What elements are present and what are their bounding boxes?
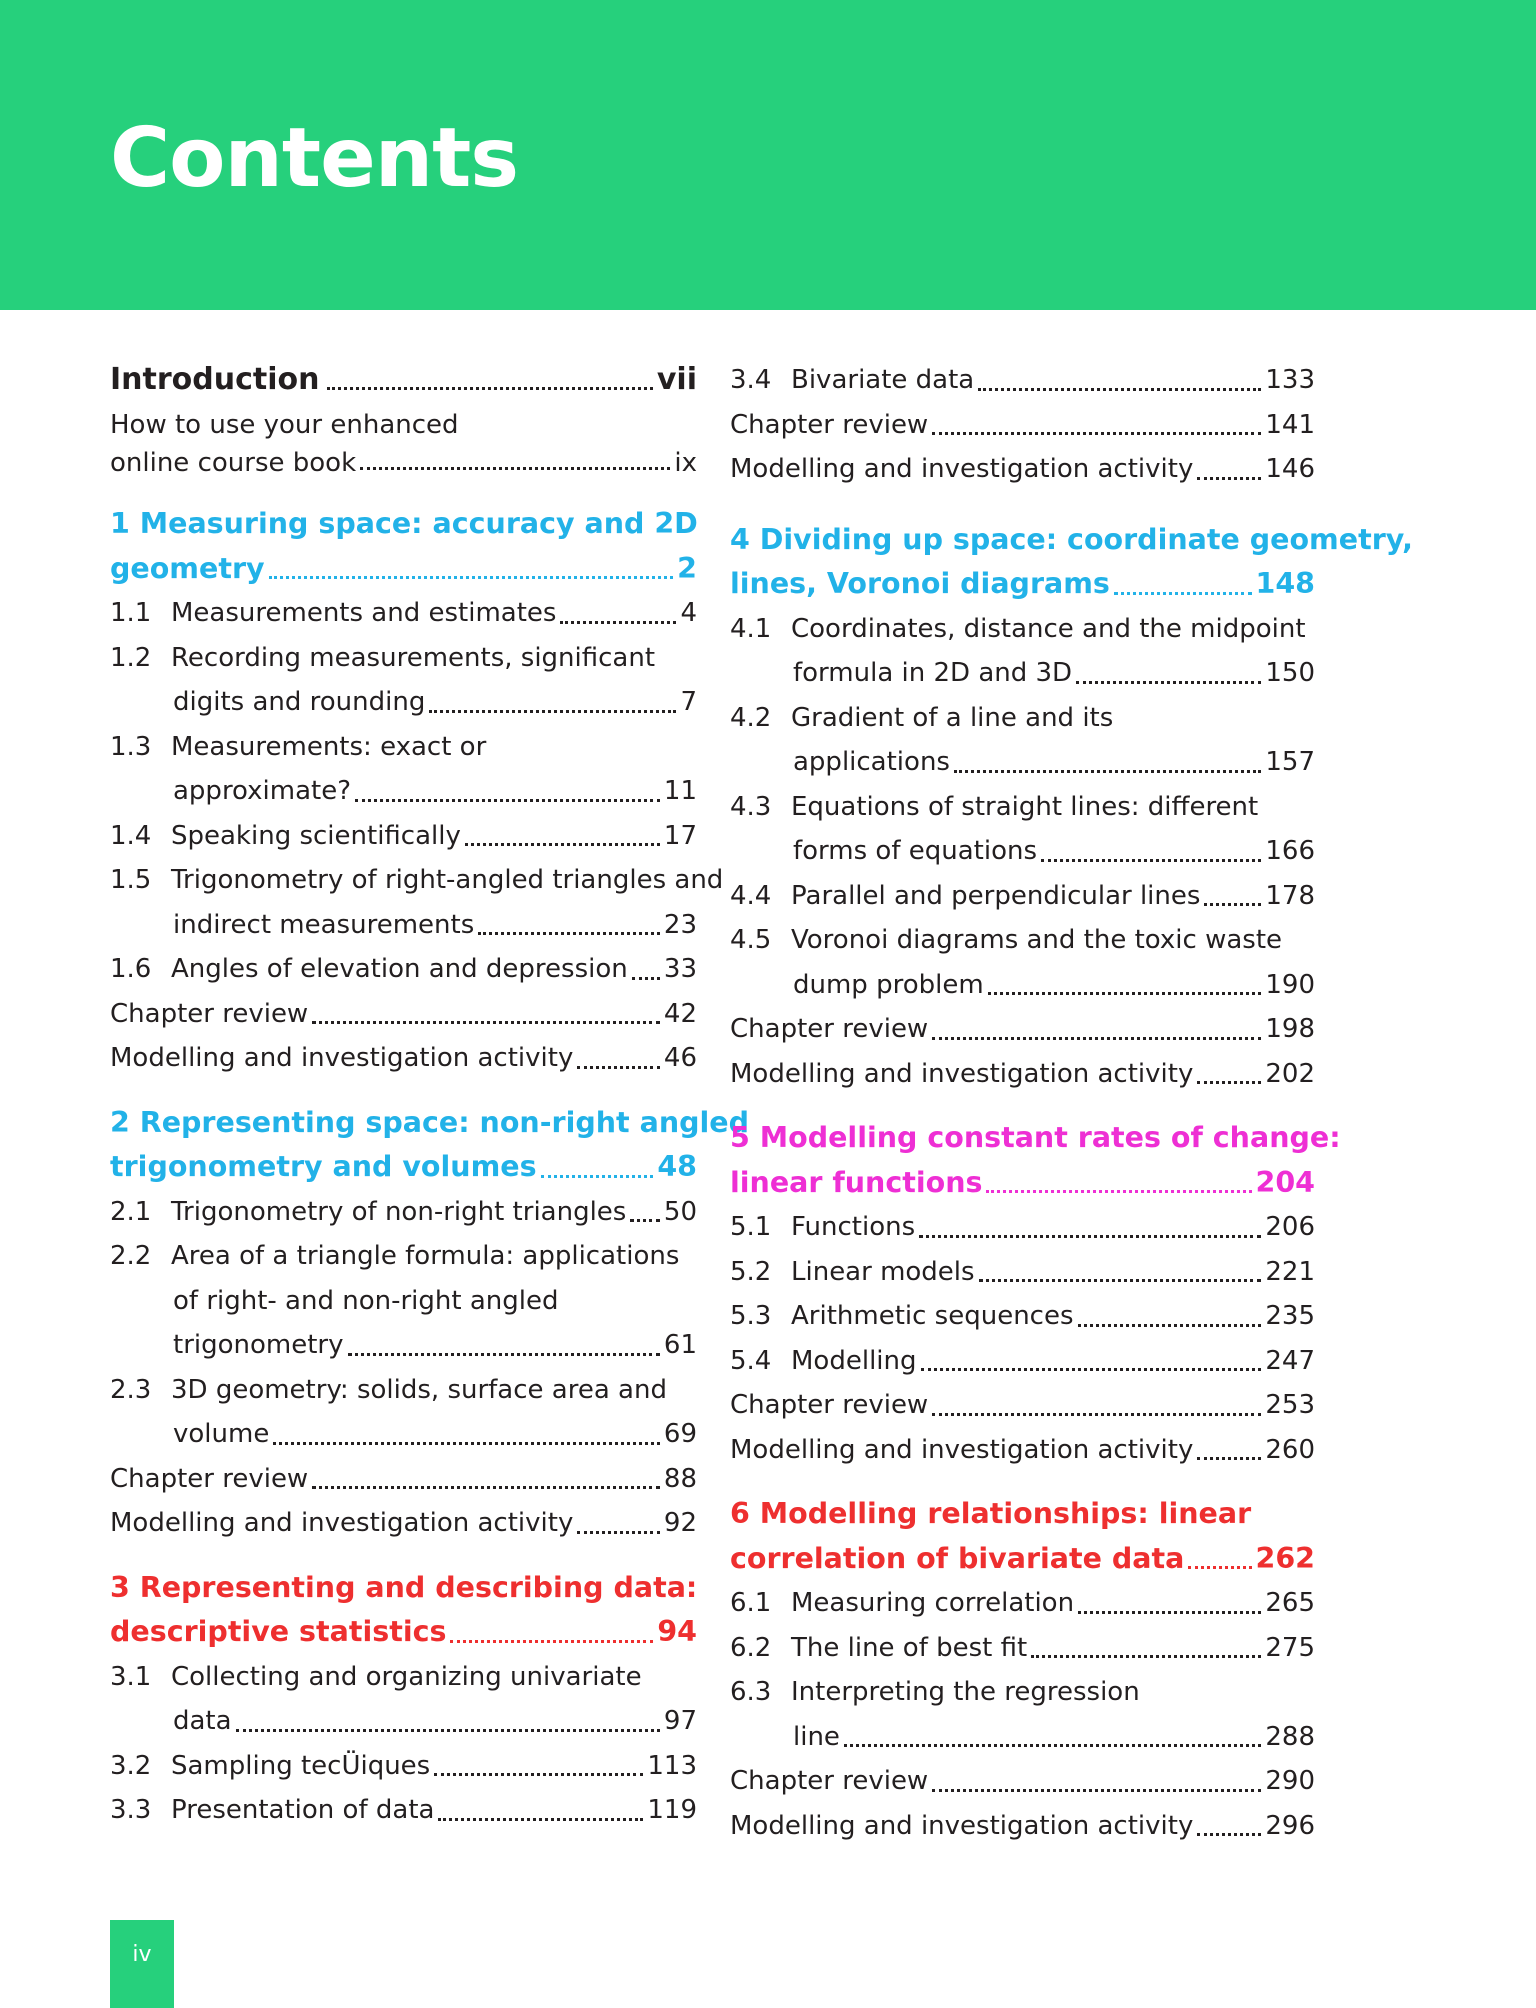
section-number: 5.2 (730, 1256, 772, 1287)
toc-entry-3-4[interactable] (730, 358, 1315, 403)
toc-entry-1-3[interactable] (110, 725, 697, 814)
leader-dots (978, 388, 1261, 391)
section-number: 5.1 (730, 1212, 772, 1242)
chapter-title-line2: geometry (110, 551, 265, 585)
leader-dots (327, 387, 652, 390)
toc-entry-chapter-5-review[interactable] (730, 1383, 1315, 1428)
section-page: 157 (1265, 747, 1315, 777)
chapter-title-line1: 3 Representing and describing data: (110, 1570, 698, 1604)
toc-entry-4-1[interactable] (730, 607, 1315, 696)
leader-dots (986, 1190, 1251, 1193)
section-page: 178 (1265, 880, 1315, 911)
toc-entry-2-3[interactable] (110, 1368, 697, 1457)
toc-entry-3-3[interactable] (110, 1788, 697, 1833)
section-number: 1.2 (110, 642, 152, 673)
section-page: 69 (663, 1419, 697, 1449)
toc-entry-chapter-5-activity[interactable] (730, 1428, 1315, 1473)
chapter-title-line1: 5 Modelling constant rates of change: (730, 1121, 1341, 1154)
section-page: 119 (647, 1795, 697, 1825)
section-number: 3.1 (110, 1661, 152, 1692)
section-page: 50 (663, 1196, 697, 1227)
leader-dots (1197, 1833, 1261, 1836)
leader-dots (360, 467, 670, 470)
section-page: 166 (1265, 836, 1315, 866)
section-label-line2: of right- and non-right angled (173, 1285, 559, 1316)
entry-label: Modelling and investigation activity (110, 1043, 574, 1073)
section-number: 6.3 (730, 1677, 772, 1707)
entry-page: 92 (663, 1508, 697, 1538)
section-label: Bivariate data (791, 365, 975, 395)
chapter-title-line2: linear functions (730, 1165, 983, 1199)
section-label-line2: dump problem (793, 969, 984, 1000)
leader-dots (1041, 859, 1261, 862)
leader-dots (429, 710, 676, 713)
section-label-line1: Equations of straight lines: different (791, 791, 1259, 822)
entry-label: Introduction (110, 362, 320, 397)
section-label-line1: Collecting and organizing univariate (171, 1661, 642, 1692)
section-number: 4.2 (730, 702, 772, 733)
chapter-2-heading[interactable] (110, 1101, 750, 1190)
leader-dots (348, 1353, 660, 1356)
section-number: 1.5 (110, 865, 152, 895)
chapter-title-line2: lines, Voronoi diagrams (730, 567, 1110, 600)
toc-entry-chapter-3-review[interactable] (730, 403, 1315, 448)
section-label: Measuring correlation (791, 1588, 1075, 1618)
chapter-page: 204 (1255, 1165, 1315, 1199)
leader-dots (577, 1066, 660, 1069)
toc-entry-6-1[interactable] (730, 1581, 1315, 1626)
section-page: 150 (1265, 658, 1315, 688)
entry-label: Chapter review (730, 1766, 929, 1796)
toc-entry-chapter-1-activity[interactable] (110, 1036, 697, 1081)
section-label-line1: Voronoi diagrams and the toxic waste (791, 925, 1283, 955)
leader-dots (979, 1279, 1262, 1282)
leader-dots (919, 1235, 1261, 1238)
leader-dots (1076, 681, 1261, 684)
section-number: 1.1 (110, 598, 152, 628)
section-number: 4.5 (730, 925, 772, 955)
leader-dots (1078, 1611, 1261, 1614)
toc-entry-4-3[interactable] (730, 785, 1315, 874)
section-label: Trigonometry of non-right triangles (171, 1196, 627, 1227)
section-page: 247 (1265, 1345, 1315, 1376)
toc-entry-1-5[interactable] (110, 858, 724, 947)
leader-dots (434, 1773, 643, 1776)
leader-dots (932, 432, 1261, 435)
section-number: 1.3 (110, 731, 152, 762)
section-label-line1: 3D geometry: solids, surface area and (171, 1374, 667, 1405)
page-number: iv (132, 1942, 152, 1967)
section-label-line2: formula in 2D and 3D (793, 658, 1073, 688)
leader-dots (1031, 1655, 1261, 1658)
section-label-line2: indirect measurements (173, 909, 475, 940)
entry-label: Chapter review (730, 1390, 929, 1420)
leader-dots (932, 1037, 1261, 1040)
section-page: 221 (1265, 1256, 1315, 1287)
section-label-line2: applications (793, 747, 950, 777)
section-label-line2: line (793, 1721, 840, 1752)
toc-entry-4-4[interactable] (730, 874, 1315, 919)
section-page: 33 (663, 954, 697, 984)
section-label-line2: approximate? (173, 776, 352, 806)
toc-entry-chapter-2-review[interactable] (110, 1457, 697, 1502)
section-label-line1: Measurements: exact or (171, 731, 487, 762)
section-page: 265 (1265, 1588, 1315, 1618)
section-page: 206 (1265, 1212, 1315, 1242)
entry-label: Modelling and investigation activity (730, 1434, 1194, 1465)
toc-entry-chapter-1-review[interactable] (110, 992, 697, 1037)
toc-entry-1-6[interactable] (110, 947, 697, 992)
toc-entry-chapter-6-review[interactable] (730, 1759, 1315, 1804)
leader-dots (273, 1442, 660, 1445)
toc-entry-6-2[interactable] (730, 1626, 1315, 1671)
section-label: Functions (791, 1212, 916, 1242)
toc-entry-1-2[interactable] (110, 636, 697, 725)
section-label-line1: Recording measurements, significant (171, 642, 656, 673)
leader-dots (478, 932, 660, 935)
section-label-line2: forms of equations (793, 836, 1038, 866)
chapter-page: 94 (657, 1615, 697, 1648)
entry-page: 202 (1265, 1058, 1315, 1089)
leader-dots (988, 992, 1262, 995)
entry-page: 253 (1265, 1390, 1315, 1420)
leader-dots (1197, 1081, 1261, 1084)
toc-entry-6-3[interactable] (730, 1670, 1315, 1759)
section-label-line2: volume (173, 1419, 270, 1449)
section-number: 6.1 (730, 1588, 772, 1618)
section-label: Linear models (791, 1256, 975, 1287)
leader-dots (312, 1486, 660, 1489)
header-banner (0, 0, 1536, 310)
chapter-title-line1: 6 Modelling relationships: linear (730, 1497, 1252, 1530)
entry-page: 296 (1265, 1810, 1315, 1841)
section-label-line1: Gradient of a line and its (791, 702, 1114, 733)
toc-entry-introduction[interactable] (110, 358, 697, 402)
section-number: 4.1 (730, 613, 772, 644)
section-number: 3.4 (730, 365, 772, 395)
section-page: 133 (1265, 365, 1315, 395)
toc-entry-chapter-2-activity[interactable] (110, 1501, 697, 1546)
section-number: 3.3 (110, 1795, 152, 1825)
entry-label-line2: online course book (110, 448, 357, 478)
chapter-4-heading[interactable] (730, 518, 1413, 607)
entry-page: 198 (1265, 1014, 1315, 1044)
section-number: 5.3 (730, 1301, 772, 1331)
section-number: 2.3 (110, 1374, 152, 1405)
chapter-title-line2: correlation of bivariate data (730, 1541, 1185, 1575)
chapter-title-line1: 4 Dividing up space: coordinate geometry, (730, 522, 1413, 556)
toc-entry-3-1[interactable] (110, 1655, 697, 1744)
leader-dots (560, 621, 676, 624)
section-label: Parallel and perpendicular lines (791, 880, 1201, 911)
toc-entry-1-1[interactable] (110, 591, 697, 636)
section-label-line2: digits and rounding (173, 687, 426, 717)
entry-page: 141 (1265, 409, 1315, 440)
section-page: 61 (663, 1330, 697, 1360)
toc-entry-how-to-use[interactable] (110, 406, 697, 482)
leader-dots (1197, 1457, 1261, 1460)
section-label: Sampling tecÜiques (171, 1750, 431, 1781)
section-label: Arithmetic sequences (791, 1301, 1074, 1331)
toc-entry-chapter-3-activity[interactable] (730, 447, 1315, 492)
entry-page: 290 (1265, 1766, 1315, 1796)
chapter-5-heading[interactable] (730, 1116, 1341, 1205)
chapter-title-line2: descriptive statistics (110, 1615, 447, 1648)
entry-page: vii (656, 362, 697, 397)
section-page: 4 (680, 598, 697, 628)
entry-label: Modelling and investigation activity (110, 1508, 574, 1538)
leader-dots (465, 843, 660, 846)
entry-page: 46 (663, 1043, 697, 1073)
section-page: 113 (647, 1750, 697, 1781)
entry-label-line1: How to use your enhanced (110, 410, 459, 440)
leader-dots (438, 1818, 643, 1821)
leader-dots (236, 1729, 660, 1732)
entry-page: 42 (663, 998, 697, 1029)
section-label: Speaking scientifically (171, 820, 461, 851)
chapter-title-line1: 1 Measuring space: accuracy and 2D (110, 507, 698, 540)
toc-entry-1-4[interactable] (110, 814, 697, 859)
section-page: 7 (680, 687, 697, 717)
leader-dots (1078, 1324, 1262, 1327)
section-label: Measurements and estimates (171, 598, 557, 628)
entry-label: Chapter review (110, 998, 309, 1029)
leader-dots (577, 1531, 660, 1534)
entry-page: ix (674, 448, 697, 478)
section-label-line1: Interpreting the regression (791, 1677, 1140, 1707)
entry-label: Chapter review (730, 409, 929, 440)
leader-dots (932, 1413, 1261, 1416)
entry-page: 260 (1265, 1434, 1315, 1465)
toc-right-column (730, 358, 1413, 1848)
toc-entry-2-1[interactable] (110, 1190, 697, 1235)
section-number: 6.2 (730, 1632, 772, 1663)
entry-page: 146 (1265, 454, 1315, 484)
chapter-page: 262 (1255, 1541, 1315, 1575)
section-page: 97 (663, 1706, 697, 1736)
leader-dots (450, 1640, 653, 1643)
entry-page: 88 (663, 1463, 697, 1494)
section-label-line1: Coordinates, distance and the midpoint (791, 613, 1306, 644)
section-number: 2.1 (110, 1196, 152, 1227)
toc-entry-3-2[interactable] (110, 1744, 697, 1789)
chapter-1-heading[interactable] (110, 502, 697, 591)
toc-entry-5-3[interactable] (730, 1294, 1315, 1339)
section-page: 288 (1265, 1721, 1315, 1752)
leader-dots (921, 1368, 1262, 1371)
section-label-line1: Trigonometry of right-angled triangles and (171, 865, 724, 895)
section-number: 5.4 (730, 1345, 772, 1376)
entry-label: Chapter review (110, 1463, 309, 1494)
leader-dots (632, 977, 660, 980)
section-number: 4.3 (730, 791, 772, 822)
page-title: Contents (110, 111, 519, 206)
entry-label: Chapter review (730, 1014, 929, 1044)
leader-dots (1188, 1566, 1251, 1569)
leader-dots (932, 1789, 1261, 1792)
section-page: 11 (663, 776, 697, 806)
section-page: 235 (1265, 1301, 1315, 1331)
chapter-page: 48 (657, 1150, 697, 1183)
section-label: Presentation of data (171, 1795, 435, 1825)
page-number-tab (110, 1920, 174, 2008)
chapter-page: 2 (677, 551, 697, 585)
section-number: 1.6 (110, 954, 152, 984)
leader-dots (630, 1219, 660, 1222)
toc-entry-5-2[interactable] (730, 1250, 1315, 1295)
leader-dots (1114, 592, 1252, 595)
toc-entry-chapter-4-activity[interactable] (730, 1052, 1315, 1097)
toc-entry-chapter-6-activity[interactable] (730, 1804, 1315, 1849)
section-label: The line of best fit (791, 1632, 1028, 1663)
chapter-page: 148 (1255, 567, 1315, 600)
toc-entry-2-2[interactable] (110, 1234, 697, 1368)
section-label: Modelling (791, 1345, 917, 1376)
leader-dots (269, 576, 674, 579)
entry-label: Modelling and investigation activity (730, 1058, 1194, 1089)
section-number: 1.4 (110, 820, 152, 851)
leader-dots (954, 770, 1261, 773)
leader-dots (1197, 477, 1261, 480)
section-number: 2.2 (110, 1241, 152, 1271)
section-page: 190 (1265, 969, 1315, 1000)
section-page: 275 (1265, 1632, 1315, 1663)
leader-dots (312, 1021, 660, 1024)
section-label-line3: trigonometry (173, 1330, 344, 1360)
toc-left-column (110, 358, 750, 1833)
chapter-title-line2: trigonometry and volumes (110, 1150, 537, 1183)
section-page: 23 (663, 909, 697, 940)
entry-label: Modelling and investigation activity (730, 454, 1194, 484)
toc-entry-4-2[interactable] (730, 696, 1315, 785)
chapter-title-line1: 2 Representing space: non-right angled (110, 1105, 750, 1139)
toc-entry-chapter-4-review[interactable] (730, 1007, 1315, 1052)
toc-entry-5-4[interactable] (730, 1339, 1315, 1384)
leader-dots (1204, 903, 1261, 906)
chapter-3-heading[interactable] (110, 1566, 697, 1655)
leader-dots (541, 1175, 654, 1178)
section-number: 4.4 (730, 880, 772, 911)
leader-dots (844, 1744, 1261, 1747)
toc-entry-4-5[interactable] (730, 918, 1315, 1007)
chapter-6-heading[interactable] (730, 1492, 1315, 1581)
section-label-line1: Area of a triangle formula: applications (171, 1241, 680, 1271)
section-label-line2: data (173, 1706, 232, 1736)
toc-entry-5-1[interactable] (730, 1205, 1315, 1250)
leader-dots (355, 799, 660, 802)
section-number: 3.2 (110, 1750, 152, 1781)
entry-label: Modelling and investigation activity (730, 1810, 1194, 1841)
section-label: Angles of elevation and depression (171, 954, 628, 984)
section-page: 17 (663, 820, 697, 851)
